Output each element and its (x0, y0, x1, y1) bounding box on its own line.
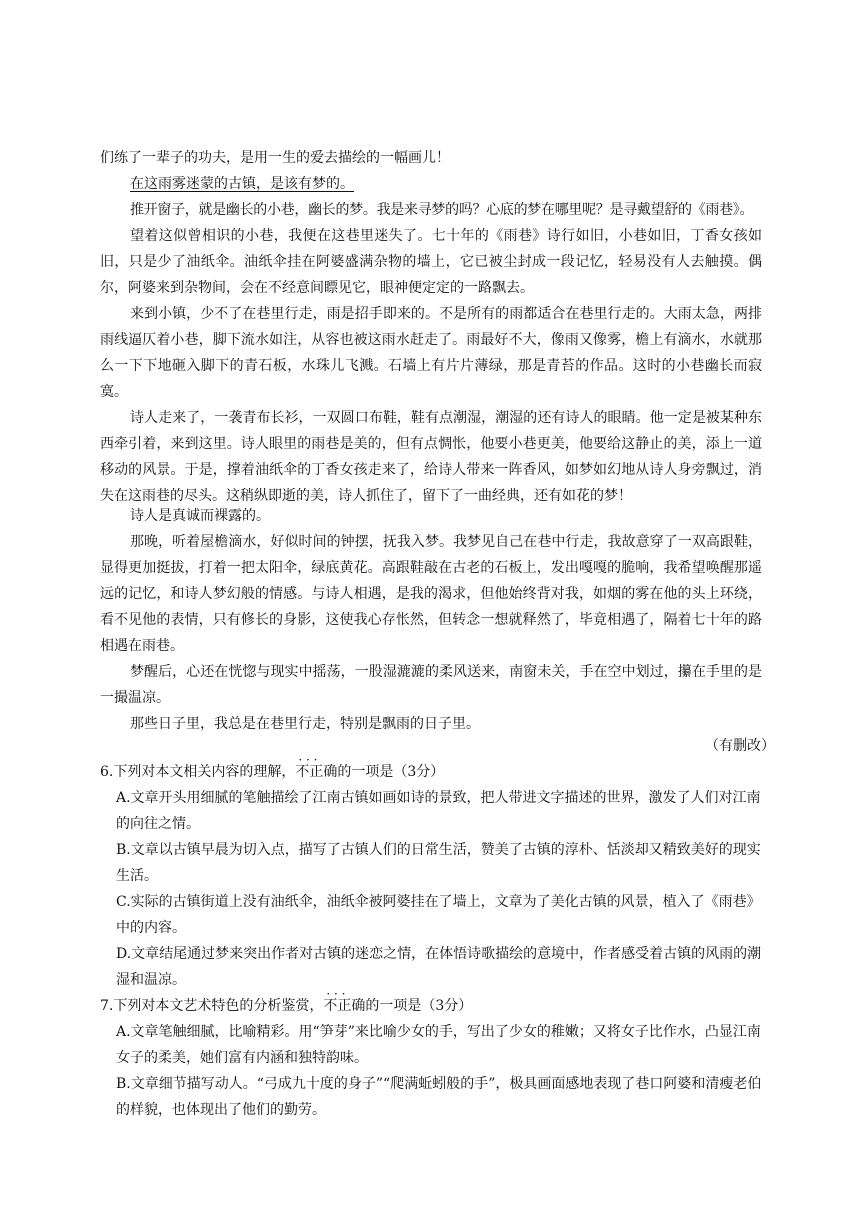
paragraph: 梦醒后，心还在恍惚与现实中摇荡，一股湿漉漉的柔风送来，南窗未关，手在空中划过，攥在手里的是一撮温凉。 (100, 664, 762, 706)
paragraph: 诗人走来了，一袭青布长衫，一双圆口布鞋，鞋有点潮湿，潮湿的还有诗人的眼睛。他一定是被某种东西牵引着，来到这里。诗人眼里的雨巷是美的，但有点惆怅，他要小巷更美，他要给这静止的美，添上一道移动的风景。于是，撑着油纸伞的丁香女孩走来了，给诗人带来一阵香风，如梦如幻地从诗人身旁飘过，消失在这雨巷的尽头。这稍纵即逝的美，诗人抓住了，留下了一曲经典，还有如花的梦！ (100, 410, 762, 504)
emphasis-not-correct: 不正确 · · · (295, 759, 337, 785)
source-note: （有删改） (705, 738, 775, 754)
question-6-stem: 6.下列对本文相关内容的理解，不正确 · · ·的一项是（3分） (100, 759, 770, 785)
paragraph: 望着这似曾相识的小巷，我便在这巷里迷失了。七十年的《雨巷》诗行如旧，小巷如旧，丁香女孩如旧，只是少了油纸伞。油纸伞挂在阿婆盛满杂物的墙上，它已被尘封成一段记忆，轻易没有人去触摸。偶尔，阿婆来到杂物间，会在不经意间瞟见它，眼神便定定的一路飘去。 (100, 228, 762, 296)
question-7-stem: 7.下列对本文艺术特色的分析鉴赏，不正确 · · ·的一项是（3分） (100, 993, 770, 1019)
emphasis-not-correct: 不正确 · · · (323, 993, 365, 1019)
paragraph: 那些日子里，我总是在巷里行走，特别是飘雨的日子里。 (130, 716, 480, 732)
underlined-sentence: 在这雨雾迷蒙的古镇，是该有梦的。 (130, 176, 354, 192)
paragraph: 诗人是真诚而裸露的。 (130, 508, 270, 524)
question-6-option-d: D.文章结尾通过梦来突出作者对古镇的迷恋之情，在体悟诗歌描绘的意境中，作者感受着古镇的风雨的潮湿和温凉。 (116, 946, 762, 988)
question-7-option-a: A.文章笔触细腻，比喻精彩。用“笋芽”来比喻少女的手，写出了少女的稚嫩；又将女子比作水，凸显江南女子的柔美，她们富有内涵和独特韵味。 (116, 1024, 761, 1066)
question-6-option-a: A.文章开头用细腻的笔触描绘了江南古镇如画如诗的景致，把人带进文字描述的世界，激发了人们对江南的向往之情。 (116, 790, 761, 832)
question-7-option-b: B.文章细节描写动人。“弓成九十度的身子”“爬满蚯蚓般的手”，极具画面感地表现了巷口阿婆和清瘦老伯的样貌，也体现出了他们的勤劳。 (116, 1076, 762, 1118)
paragraph-continuation: 们练了一辈子的功夫，是用一生的爱去描绘的一幅画儿！ (100, 150, 450, 166)
paragraph: 推开窗子，就是幽长的小巷，幽长的梦。我是来寻梦的吗？心底的梦在哪里呢？是寻戴望舒的《雨巷》。 (130, 202, 754, 218)
question-6-option-c: C.实际的古镇街道上没有油纸伞，油纸伞被阿婆挂在了墙上，文章为了美化古镇的风景，植入了《雨巷》中的内容。 (116, 894, 761, 936)
paragraph: 来到小镇，少不了在巷里行走，雨是招手即来的。不是所有的雨都适合在巷里行走的。大雨太急，两排雨线逼仄着小巷，脚下流水如注，从容也被这雨水赶走了。雨最好不大，像雨又像雾，檐上有滴水，水就那么一下下地砸入脚下的青石板，水珠儿飞溅。石墙上有片片薄绿，那是青苔的作品。这时的小巷幽长而寂寞。 (100, 306, 762, 400)
question-6-option-b: B.文章以古镇早晨为切入点，描写了古镇人们的日常生活，赞美了古镇的淳朴、恬淡却又精致美好的现实生活。 (116, 842, 761, 884)
paragraph-heading-line (100, 171, 762, 197)
paragraph: 那晚，听着屋檐滴水，好似时间的钟摆，抚我入梦。我梦见自己在巷中行走，我故意穿了一双高跟鞋，显得更加挺拔，打着一把太阳伞，绿底黄花。高跟鞋敲在古老的石板上，发出嘎嘎的脆响，我希望唤醒那遥远的记忆，和诗人梦幻般的情感。与诗人相遇，是我的渴求，但他始终背对我，如烟的雾在他的头上环绕，看不见他的表情，只有修长的身影，这使我心存怅然，但转念一想就释然了，毕竟相遇了，隔着七十年的路相遇在雨巷。 (100, 534, 762, 654)
